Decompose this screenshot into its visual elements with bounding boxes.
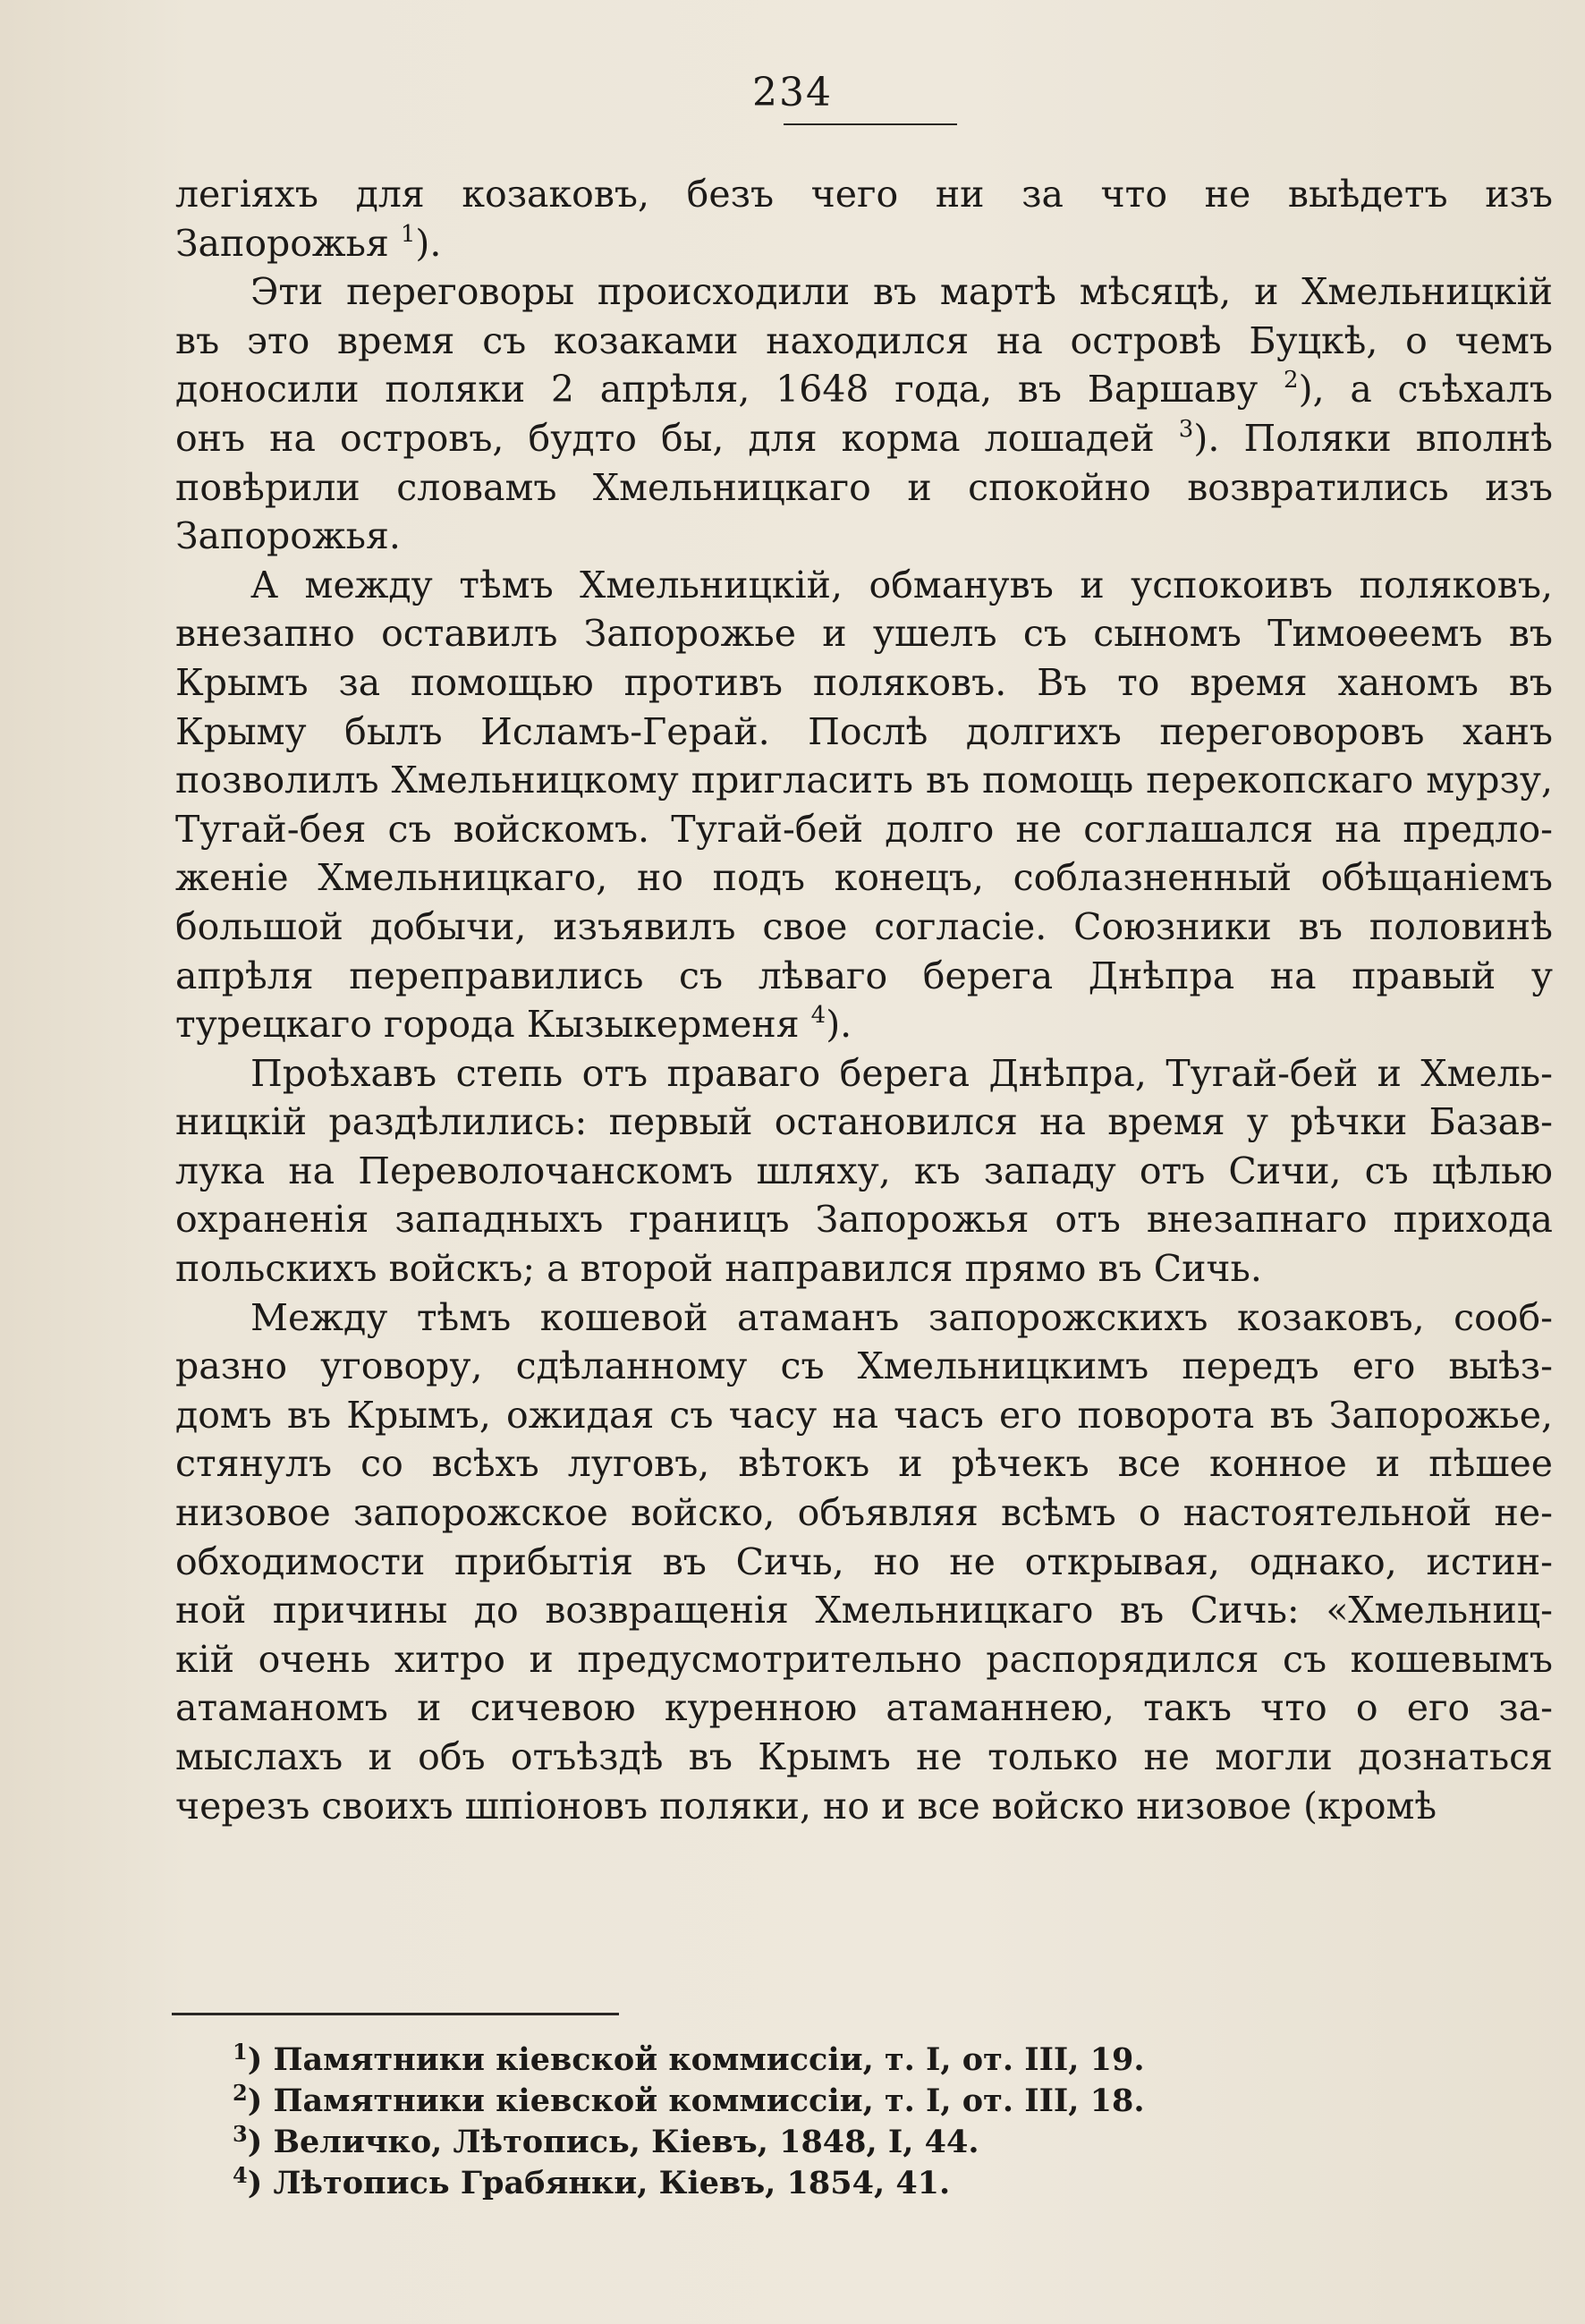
line-text-after: ). [826, 1003, 852, 1047]
footnote-text: ) Лѣтопись Грабянки, Кіевъ, 1854, 41. [247, 2165, 951, 2201]
text-line: Крымъ за помощью противъ поляковъ. Въ то время ханомъ въ [175, 660, 1553, 704]
text-line: Между тѣмъ кошевой атаманъ запорожскихъ козаковъ, сооб- [250, 1295, 1553, 1339]
text-line: Проѣхавъ степь отъ праваго берега Днѣпра, Тугай-бей и Хмель- [250, 1051, 1553, 1095]
paragraph [175, 267, 1553, 561]
footnote [233, 2081, 1395, 2122]
footnote-text: ) Памятники кіевской коммиссіи, т. I, от. III, 19. [247, 2041, 1145, 2078]
line-text: онъ на островъ, будто бы, для корма лошадей [175, 416, 1179, 460]
text-line: ной причины до возвращенія Хмельницкаго въ Сичь: «Хмельниц- [175, 1589, 1553, 1633]
line-text: турецкаго города Кызыкерменя [175, 1003, 811, 1047]
line-text: Запорожья [175, 221, 401, 265]
line-text-after: ), а съѣхалъ [1298, 368, 1553, 411]
paragraph [175, 1049, 1553, 1293]
text-line: атаманомъ и сичевою куренною атаманнею, такъ что о его за- [175, 1686, 1553, 1730]
text-line: лука на Переволочанскомъ шляху, къ западу отъ Сичи, съ цѣлью [175, 1149, 1553, 1192]
footnote-reference[interactable]: 1 [400, 220, 416, 248]
footnote-separator [172, 2013, 619, 2015]
footnote-mark: 4 [233, 2162, 248, 2188]
text-line: женіе Хмельницкаго, но подъ конецъ, соблазненный обѣщаніемъ [175, 856, 1553, 900]
footnote-reference[interactable]: 2 [1284, 367, 1299, 394]
text-line: Крыму былъ Исламъ-Герай. Послѣ долгихъ переговоровъ ханъ [175, 709, 1553, 753]
paragraph [175, 561, 1553, 1049]
text-line: позволилъ Хмельницкому пригласить въ помощь перекопскаго мурзу, [175, 759, 1553, 802]
footnote-text: ) Памятники кіевской коммиссіи, т. I, от. III, 18. [247, 2082, 1145, 2119]
footnote-mark: 2 [233, 2080, 248, 2106]
text-line: домъ въ Крымъ, ожидая съ часу на часъ его поворота въ Запорожье, [175, 1393, 1553, 1437]
text-line: ницкій раздѣлились: первый остановился на время у рѣчки Базав- [175, 1100, 1553, 1144]
text-line: кій очень хитро и предусмотрительно распорядился съ кошевымъ [175, 1637, 1553, 1681]
text-line: апрѣля переправились съ лѣваго берега Днѣпра на правый у [175, 954, 1553, 997]
footnote-mark: 1 [233, 2039, 248, 2065]
footnote-reference[interactable]: 4 [810, 1002, 826, 1030]
text-line: А между тѣмъ Хмельницкій, обманувъ и успокоивъ поляковъ, [250, 563, 1553, 606]
text-line: Эти переговоры происходили въ мартѣ мѣсяцѣ, и Хмельницкій [250, 270, 1553, 314]
text-line: польскихъ войскъ; а второй направился прямо въ Сичь. [175, 1247, 1262, 1291]
line-text: доносили поляки 2 апрѣля, 1648 года, въ Варшаву [175, 368, 1284, 411]
footnote-reference[interactable]: 3 [1178, 415, 1194, 443]
text-line: низовое запорожское войско, объявляя всѣмъ о настоятельной не- [175, 1491, 1553, 1535]
line-text-after: ). Поляки вполнѣ [1193, 416, 1553, 460]
text-line: Тугай-бея съ войскомъ. Тугай-бей долго не соглашался на предло- [175, 807, 1553, 851]
footnotes [233, 2040, 1395, 2204]
text-line: въ это время съ козаками находился на островѣ Буцкѣ, о чемъ [175, 318, 1553, 362]
text-line [175, 365, 1553, 414]
paragraph [175, 170, 1553, 267]
page-number: 234 [752, 70, 833, 115]
footnote [233, 2040, 1395, 2081]
body-text [175, 170, 1553, 1830]
footnote-mark: 3 [233, 2121, 248, 2147]
text-line: охраненія западныхъ границъ Запорожья отъ внезапнаго прихода [175, 1198, 1553, 1242]
footnote-text: ) Величко, Лѣтопись, Кіевъ, 1848, I, 44. [247, 2124, 979, 2160]
line-text-after: ). [415, 221, 442, 265]
text-line: разно уговору, сдѣланному съ Хмельницкимъ передъ его выѣз- [175, 1344, 1553, 1388]
text-line [175, 1000, 1553, 1049]
footnote [233, 2122, 1395, 2163]
text-line: легіяхъ для козаковъ, безъ чего ни за что не выѣдетъ изъ [175, 173, 1553, 216]
text-line: стянулъ со всѣхъ луговъ, вѣтокъ и рѣчекъ все конное и пѣшее [175, 1442, 1553, 1486]
page-number-rule [784, 123, 957, 125]
paragraph [175, 1293, 1553, 1831]
text-line: Запорожья. [175, 514, 401, 558]
text-line: обходимости прибытія въ Сичь, но не открывая, однако, истин- [175, 1539, 1553, 1583]
text-line: черезъ своихъ шпіоновъ поляки, но и все войско низовое (кромѣ [175, 1784, 1437, 1828]
text-line: большой добычи, изъявилъ свое согласіе. Союзники въ половинѣ [175, 904, 1553, 948]
footnote [233, 2163, 1395, 2204]
text-line: повѣрили словамъ Хмельницкаго и спокойно возвратились изъ [175, 465, 1553, 509]
text-line: мыслахъ и объ отъѣздѣ въ Крымъ не только не могли дознаться [175, 1735, 1553, 1778]
text-line [175, 219, 1553, 268]
text-line [175, 414, 1553, 463]
text-line: внезапно оставилъ Запорожье и ушелъ съ сыномъ Тимоѳеемъ въ [175, 612, 1553, 656]
